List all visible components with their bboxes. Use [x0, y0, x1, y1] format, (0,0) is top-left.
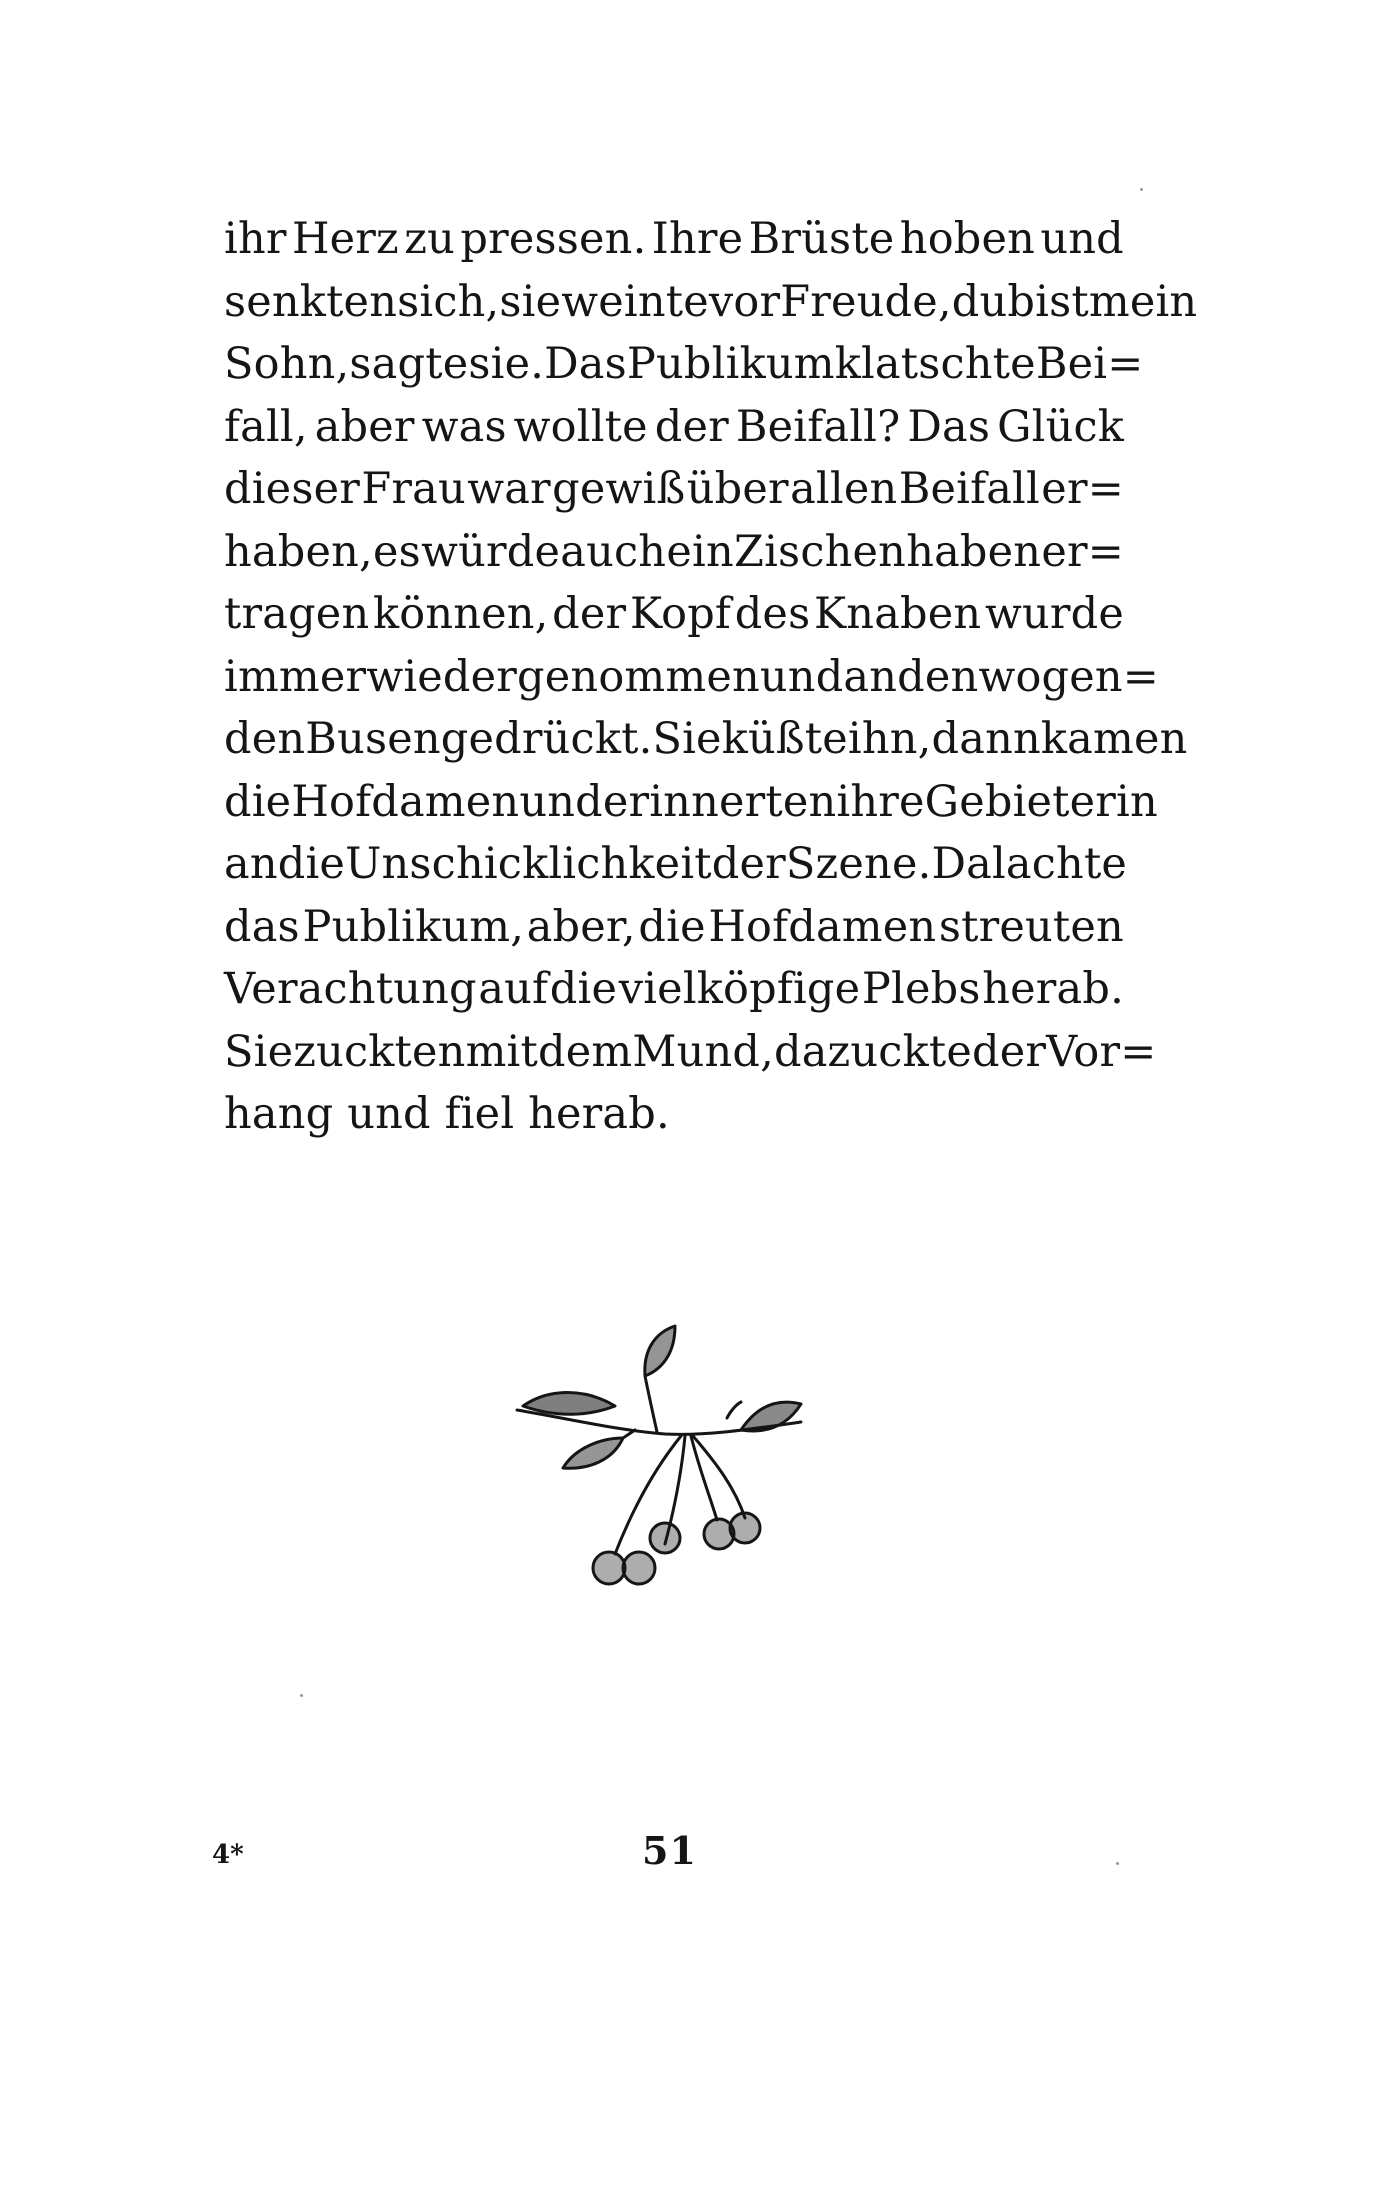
word: hoben	[899, 214, 1036, 264]
word: Kopf	[629, 589, 732, 639]
word: Publikum,	[302, 901, 525, 952]
word: Hofdamen	[708, 901, 937, 952]
word: aber,	[526, 901, 636, 952]
word: an	[843, 651, 898, 702]
word: Hofdamen	[291, 776, 520, 827]
word: dieser	[224, 464, 360, 514]
text-line	[224, 271, 1198, 334]
word: ihn,	[847, 714, 932, 764]
word: gewiß	[552, 464, 686, 514]
word: da	[773, 1026, 828, 1077]
word: pressen.	[460, 214, 647, 264]
word: haben,	[224, 526, 373, 577]
word: sich,	[397, 276, 500, 327]
word: Da	[931, 839, 992, 889]
word: der	[711, 839, 786, 889]
paper-speck	[1140, 188, 1143, 191]
cherry-branch-icon	[505, 1318, 835, 1598]
word: können,	[372, 589, 549, 639]
word: auf	[478, 964, 549, 1014]
word: senkten	[224, 276, 398, 327]
word: sie.	[468, 339, 545, 389]
paper-speck	[300, 1694, 303, 1697]
cherry	[593, 1552, 625, 1584]
word: den	[224, 714, 306, 764]
word: sie	[499, 276, 562, 327]
word: ein	[666, 526, 734, 577]
word: auch	[560, 526, 667, 577]
word: allen	[790, 464, 898, 514]
word: lachte	[991, 839, 1128, 889]
word: klatschte	[834, 339, 1036, 389]
word: gedrückt.	[440, 714, 653, 764]
word: es	[373, 526, 421, 577]
word: Freude,	[780, 276, 952, 327]
word: Sohn,	[224, 339, 350, 389]
word: Beifall	[898, 464, 1040, 514]
text-line	[224, 208, 1124, 271]
word: des	[734, 589, 811, 639]
text-line	[224, 958, 1124, 1021]
page-number: 51	[642, 1828, 697, 1873]
text-line	[224, 583, 1124, 646]
text-line	[224, 708, 1188, 771]
word: Frau	[361, 464, 466, 514]
word: Szene.	[785, 839, 932, 889]
word: immer	[224, 651, 367, 702]
word: dann	[931, 714, 1041, 764]
word: wollte	[513, 401, 648, 452]
word: bist	[1007, 276, 1089, 327]
word: tragen	[224, 589, 370, 639]
word: aber	[314, 401, 415, 452]
word: über	[686, 464, 789, 514]
word: Plebs	[861, 964, 981, 1014]
word: Glück	[997, 401, 1124, 452]
word: Publikum	[626, 339, 835, 389]
word: er=	[1041, 464, 1124, 514]
text-line	[224, 458, 1124, 521]
word: Knaben	[813, 589, 982, 639]
word: Mund,	[632, 1026, 774, 1077]
word: und	[1040, 214, 1124, 264]
word: und	[759, 651, 844, 702]
cherry	[623, 1552, 655, 1584]
word: genommen	[517, 651, 760, 702]
paper-speck	[1116, 1862, 1119, 1865]
word: Beifall?	[735, 401, 901, 452]
word: zuckte	[827, 1026, 972, 1077]
leaf-left	[523, 1393, 615, 1415]
word: Das	[544, 339, 627, 389]
text-line	[224, 771, 1158, 834]
word: war	[467, 464, 551, 514]
text-line	[224, 833, 1128, 896]
word: erinnerten	[602, 776, 837, 827]
word: streuten	[938, 901, 1124, 952]
word: wieder	[366, 651, 518, 702]
word: haben	[906, 526, 1042, 577]
cherry	[650, 1523, 680, 1553]
word: Sie	[224, 1026, 294, 1077]
word: Busen	[305, 714, 441, 764]
word: ihr	[224, 214, 287, 264]
body-text	[224, 208, 1198, 1146]
word: Sie	[652, 714, 722, 764]
word: würde	[421, 526, 561, 577]
word: der	[971, 1026, 1047, 1077]
word: küßte	[721, 714, 848, 764]
word: wogen=	[978, 651, 1160, 702]
leaf-right	[741, 1402, 801, 1431]
word: Verachtung	[224, 964, 477, 1014]
text-line	[224, 396, 1124, 459]
last-text-line: hang und fiel herab.	[224, 1089, 670, 1139]
leaf-lower-left	[563, 1438, 623, 1468]
word: weinte	[561, 276, 709, 327]
word: den	[897, 651, 979, 702]
word: Vor=	[1046, 1026, 1157, 1077]
word: zuckten	[293, 1026, 466, 1077]
word: er=	[1041, 526, 1124, 577]
word: du	[951, 276, 1008, 327]
word: der	[654, 401, 729, 452]
signature-mark: 4*	[212, 1840, 244, 1870]
cherry	[730, 1513, 760, 1543]
word: die	[224, 776, 292, 827]
word: Brüste	[748, 214, 895, 264]
text-line	[224, 646, 1160, 709]
word: der	[552, 589, 627, 639]
word: Bei=	[1035, 339, 1144, 389]
word: wurde	[984, 589, 1124, 639]
word: die	[277, 839, 346, 889]
text-line	[224, 896, 1124, 959]
word: Zischen	[734, 526, 907, 577]
word: dem	[538, 1026, 633, 1077]
word: mit	[465, 1026, 538, 1077]
word: und	[519, 776, 603, 827]
text-line	[224, 333, 1144, 396]
word: Unschicklichkeit	[345, 839, 712, 889]
word: sagte	[349, 339, 469, 389]
word: die	[549, 964, 618, 1014]
leaf-top	[645, 1326, 675, 1376]
word: herab.	[982, 964, 1124, 1014]
word: vielköpfige	[618, 964, 861, 1014]
word: vor	[708, 276, 781, 327]
word: ihre	[836, 776, 925, 827]
word: kamen	[1040, 714, 1188, 764]
word: an	[224, 839, 278, 889]
word: Gebieterin	[924, 776, 1158, 827]
text-line	[224, 521, 1124, 584]
word: zu	[404, 214, 456, 264]
word: mein	[1088, 276, 1198, 327]
word: Herz	[291, 214, 399, 264]
cherry-stem	[693, 1436, 745, 1518]
word: die	[638, 901, 706, 952]
word: Ihre	[651, 214, 744, 264]
word: fall,	[224, 401, 308, 452]
word: was	[421, 401, 507, 452]
word: das	[224, 901, 300, 952]
word: Das	[907, 401, 991, 452]
text-line	[224, 1021, 1157, 1084]
